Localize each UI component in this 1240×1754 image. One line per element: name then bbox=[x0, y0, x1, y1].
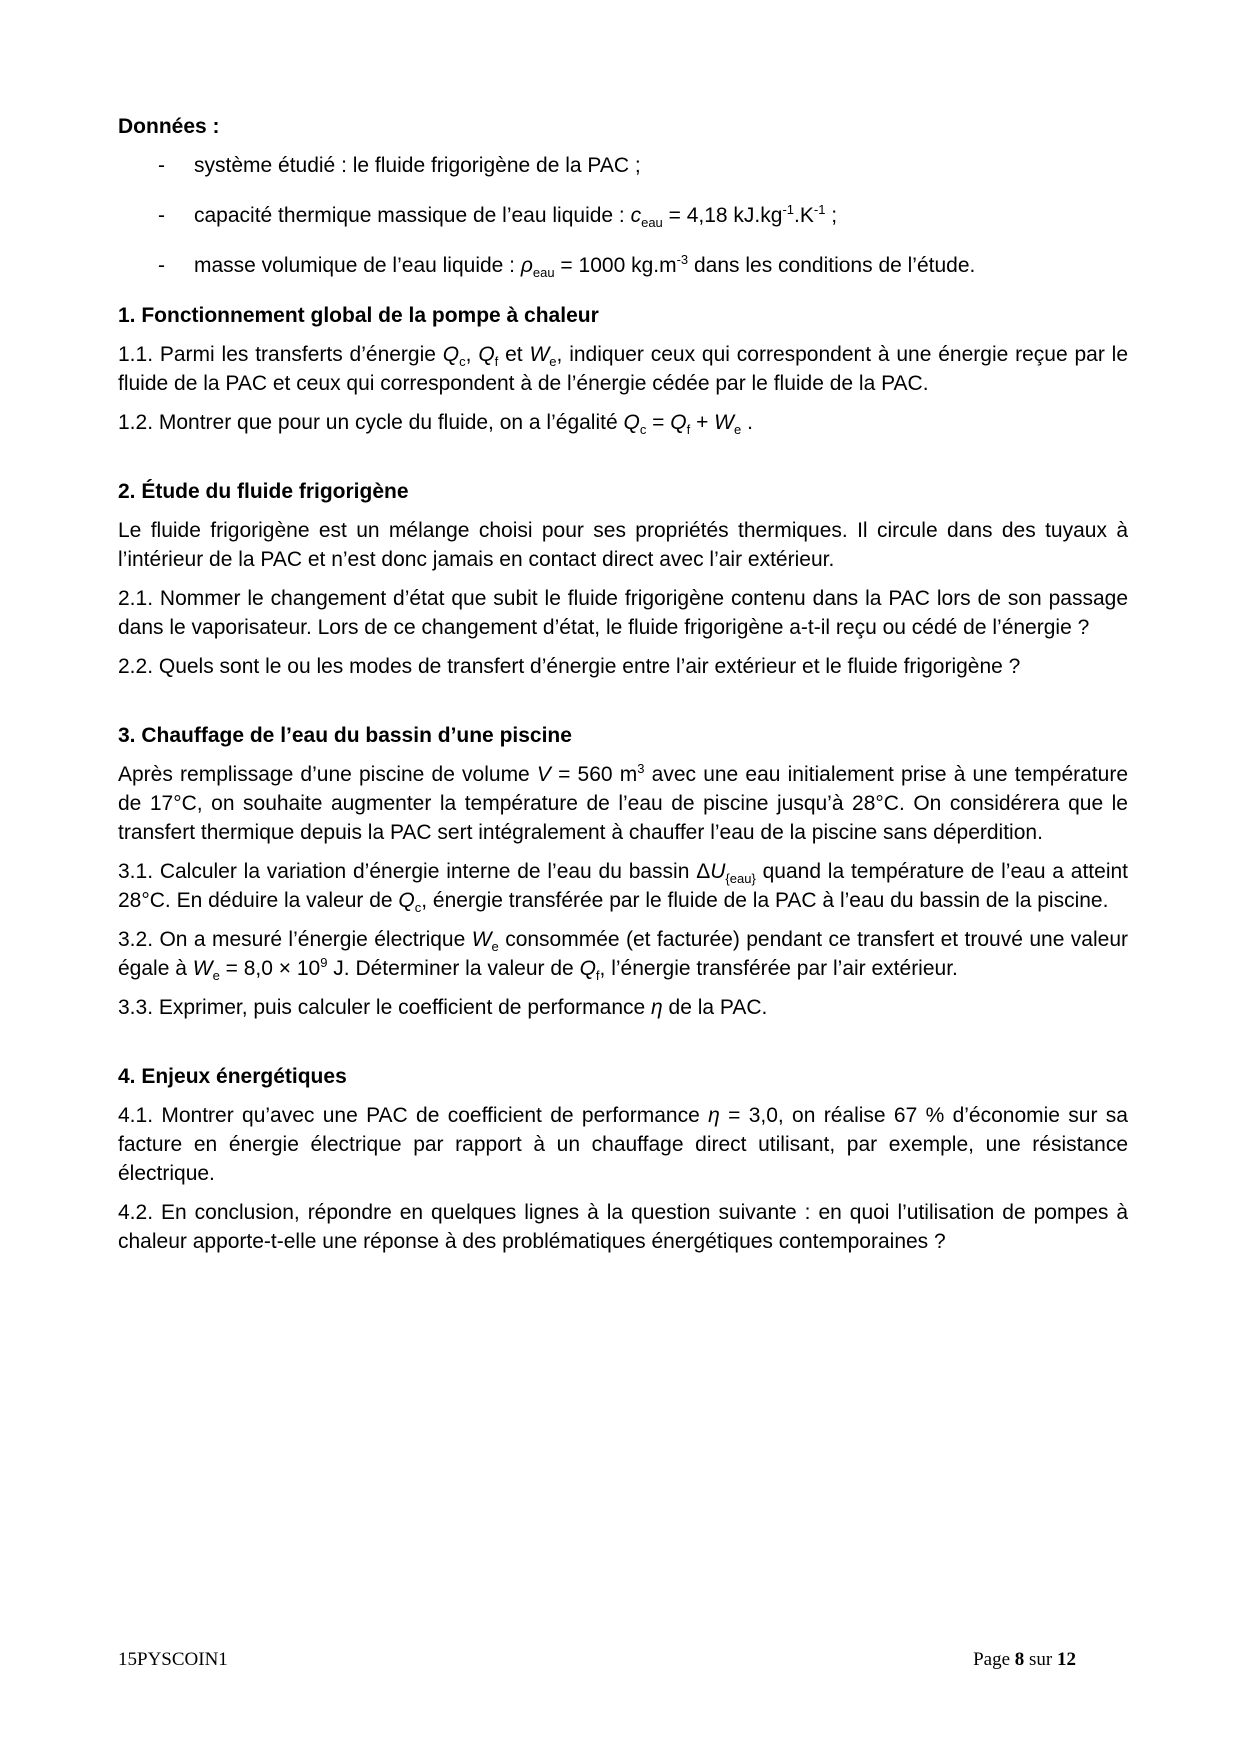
question-3-3 bbox=[118, 993, 1128, 1022]
question-text: de la PAC. bbox=[662, 996, 768, 1019]
donnees-title: Données : bbox=[118, 115, 220, 138]
question-4-2: 4.2. En conclusion, répondre en quelques lignes à la question suivante : en quoi l’utilisation de pompes à chaleur apporte-t-elle une réponse à des problématiques énergétiques contemporaines ? bbox=[118, 1201, 1128, 1253]
subscript: {eau} bbox=[725, 871, 756, 887]
list-dash: - bbox=[158, 204, 165, 227]
section-3-intro bbox=[118, 760, 1128, 847]
question-text: , l’énergie transférée par l’air extérieur. bbox=[599, 957, 958, 980]
symbol-q: Q bbox=[579, 957, 596, 980]
intro-text: Après remplissage d’une piscine de volume bbox=[118, 763, 537, 786]
exam-page bbox=[118, 112, 1128, 1266]
subscript: f bbox=[686, 422, 691, 438]
subscript: e bbox=[212, 968, 220, 984]
subscript: e bbox=[491, 939, 499, 955]
subscript: e bbox=[734, 422, 742, 438]
question-text: 1.1. Parmi les transferts d’énergie bbox=[118, 343, 443, 366]
section-2-title: 2. Étude du fluide frigorigène bbox=[118, 480, 409, 503]
question-text: , indiquer ceux qui correspondent à une énergie reçue par le fluide de la PAC et ceux qui correspondent à de l’énergie cédée par le fluide de la PAC. bbox=[118, 343, 1129, 395]
donnees-text: ; bbox=[825, 204, 838, 227]
donnees-item-text: système étudié : le fluide frigorigène de la PAC ; bbox=[194, 154, 641, 177]
donnees-text: .K bbox=[794, 204, 814, 227]
donnees-item-system bbox=[118, 151, 1128, 180]
donnees-item-density bbox=[118, 251, 1128, 280]
symbol-w: W bbox=[471, 928, 492, 951]
donnees-text: = 1000 kg.m bbox=[554, 254, 677, 277]
question-text: quand la température de l’eau a atteint 28°C. En déduire la valeur de bbox=[118, 860, 1128, 912]
symbol-eta: η bbox=[708, 1104, 720, 1127]
superscript: -3 bbox=[676, 252, 689, 267]
total-pages: 12 bbox=[1057, 1649, 1076, 1670]
donnees-list bbox=[118, 151, 1128, 280]
subscript: e bbox=[549, 354, 557, 370]
page-number bbox=[973, 1648, 1076, 1672]
question-4-1 bbox=[118, 1101, 1128, 1188]
donnees-item-heat-capacity bbox=[118, 201, 1128, 230]
question-text: . bbox=[741, 411, 753, 434]
symbol-q: Q bbox=[478, 343, 495, 366]
subscript: f bbox=[494, 354, 499, 370]
question-text: et bbox=[498, 343, 530, 366]
subscript: c bbox=[459, 354, 466, 370]
superscript: 3 bbox=[637, 761, 645, 776]
symbol-v: V bbox=[536, 763, 551, 786]
page-sur-label: sur bbox=[1024, 1649, 1057, 1670]
question-text: = 8,0 × 10 bbox=[219, 957, 321, 980]
subscript: eau bbox=[641, 215, 663, 231]
superscript: -1 bbox=[813, 202, 826, 217]
question-text: 3.1. Calculer la variation d’énergie interne de l’eau du bassin bbox=[118, 860, 697, 883]
symbol-rho: ρ bbox=[520, 254, 533, 277]
section-3-title: 3. Chauffage de l’eau du bassin d’une piscine bbox=[118, 724, 572, 747]
question-text: 1.2. Montrer que pour un cycle du fluide, on a l’égalité bbox=[118, 411, 624, 434]
question-text: , énergie transférée par le fluide de la PAC à l’eau du bassin de la piscine. bbox=[421, 889, 1109, 912]
question-text: = 3,0, on réalise 67 % d’économie sur sa facture en énergie électrique par rapport à un chauffage direct utilisant, par exemple, une résistance électrique. bbox=[118, 1104, 1128, 1185]
question-text: consommée (et facturée) pendant ce transfert et trouvé une valeur égale à bbox=[118, 928, 1128, 980]
exam-code: 15PYSCOIN1 bbox=[118, 1649, 228, 1670]
current-page: 8 bbox=[1014, 1649, 1025, 1670]
section-2-intro: Le fluide frigorigène est un mélange choisi pour ses propriétés thermiques. Il circule dans des tuyaux à l’intérieur de la PAC et n’est donc jamais en contact direct avec l’air extérieur. bbox=[118, 519, 1128, 571]
superscript: -1 bbox=[782, 202, 795, 217]
section-1-title: 1. Fonctionnement global de la pompe à chaleur bbox=[118, 304, 599, 327]
list-dash: - bbox=[158, 154, 165, 177]
question-text: 3.3. Exprimer, puis calculer le coefficient de performance bbox=[118, 996, 652, 1019]
question-text: 3.2. On a mesuré l’énergie électrique bbox=[118, 928, 472, 951]
question-text: 4.1. Montrer qu’avec une PAC de coefficient de performance bbox=[118, 1104, 709, 1127]
donnees-text: dans les conditions de l’étude. bbox=[688, 254, 976, 277]
donnees-text: = 4,18 kJ.kg bbox=[662, 204, 783, 227]
symbol-q: Q bbox=[442, 343, 460, 366]
symbol-w: W bbox=[192, 957, 213, 980]
list-dash: - bbox=[158, 254, 165, 277]
subscript: eau bbox=[532, 265, 555, 281]
symbol-w: W bbox=[529, 343, 550, 366]
symbol-delta: Δ bbox=[696, 860, 711, 883]
question-1-2 bbox=[118, 408, 1128, 437]
question-text: J. Déterminer la valeur de bbox=[327, 957, 580, 980]
subscript: f bbox=[595, 968, 600, 984]
section-4-title: 4. Enjeux énergétiques bbox=[118, 1065, 347, 1088]
question-2-2: 2.2. Quels sont le ou les modes de transfert d’énergie entre l’air extérieur et le fluide frigorigène ? bbox=[118, 655, 1021, 678]
question-3-2 bbox=[118, 925, 1128, 983]
intro-text: avec une eau initialement prise à une température de 17°C, on souhaite augmenter la température de l’eau de piscine jusqu’à 28°C. On considérera que le transfert thermique depuis la PAC sert intégralement à chauffer l’eau de la piscine sans déperdition. bbox=[118, 763, 1128, 844]
question-text: = bbox=[646, 411, 671, 434]
symbol-eta: η bbox=[651, 996, 663, 1019]
symbol-q: Q bbox=[623, 411, 640, 434]
symbol-q: Q bbox=[398, 889, 415, 912]
subscript: c bbox=[414, 900, 422, 916]
donnees-text: capacité thermique massique de l’eau liquide : bbox=[194, 204, 631, 227]
question-text: , bbox=[465, 343, 479, 366]
question-2-1: 2.1. Nommer le changement d’état que subit le fluide frigorigène contenu dans la PAC lors de son passage dans le vaporisateur. Lors de ce changement d’état, le fluide frigorigène a-t-il reçu ou cédé de l’énergie ? bbox=[118, 587, 1128, 639]
question-3-1 bbox=[118, 857, 1128, 915]
symbol-q: Q bbox=[670, 411, 687, 434]
donnees-text: masse volumique de l’eau liquide : bbox=[194, 254, 521, 277]
superscript: 9 bbox=[320, 955, 328, 970]
symbol-c: c bbox=[630, 204, 642, 227]
symbol-w: W bbox=[714, 411, 734, 434]
page-label: Page bbox=[973, 1649, 1015, 1670]
question-1-1 bbox=[118, 340, 1128, 398]
symbol-u: U bbox=[710, 860, 726, 883]
subscript: c bbox=[639, 422, 647, 438]
question-text: + bbox=[690, 411, 715, 434]
intro-text: = 560 m bbox=[550, 763, 638, 786]
